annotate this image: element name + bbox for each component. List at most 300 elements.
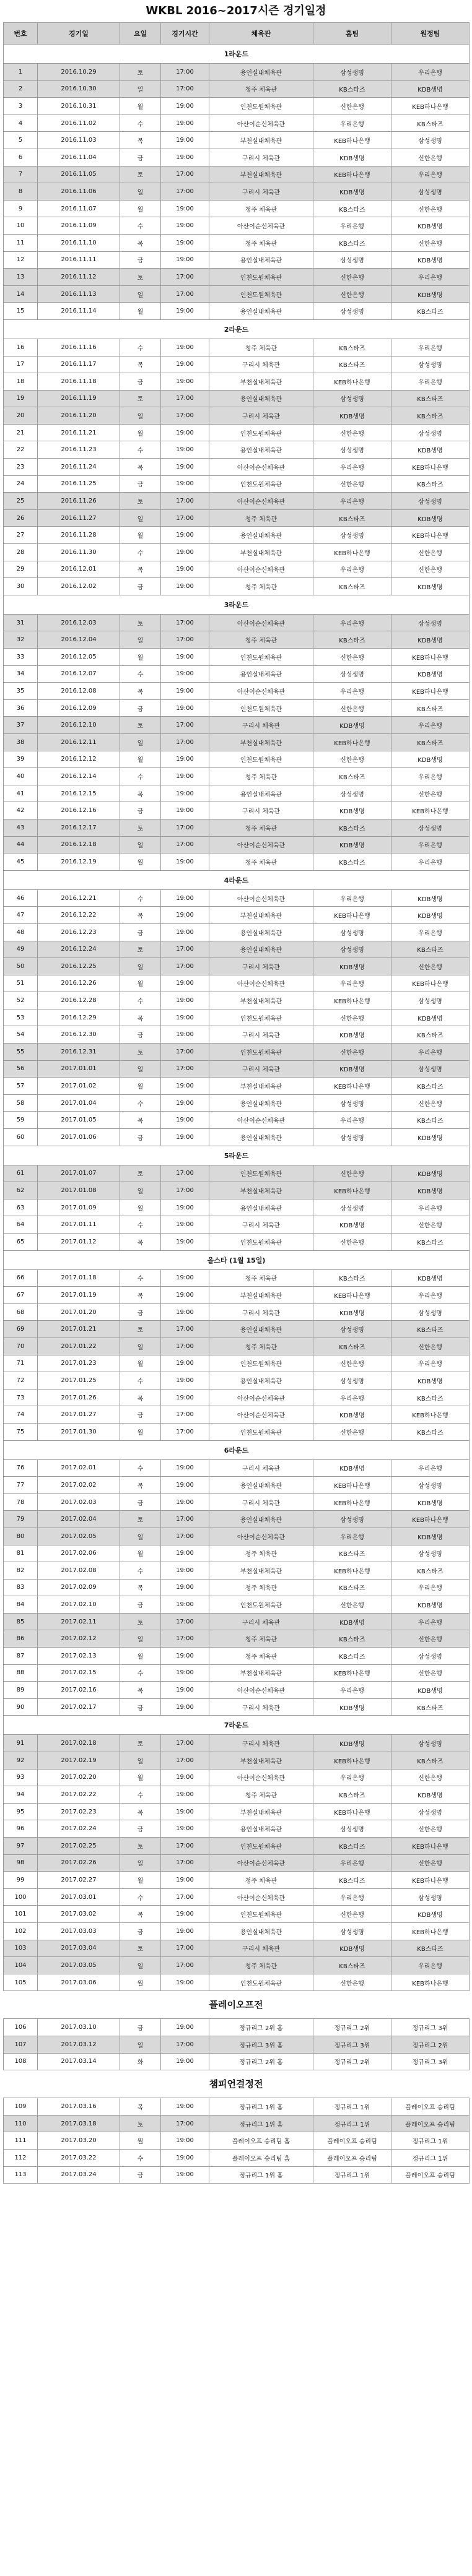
game-number: 93	[4, 1769, 38, 1786]
game-venue: 아산이순신체육관	[209, 1854, 313, 1872]
game-venue: 아산이순신체육관	[209, 1682, 313, 1699]
game-weekday: 토	[120, 1044, 161, 1061]
away-team: KDB생명	[391, 441, 470, 459]
game-date: 2016.11.25	[38, 475, 120, 493]
game-weekday: 목	[120, 1803, 161, 1820]
game-venue: 부천실내체육관	[209, 1752, 313, 1770]
game-row	[4, 1009, 470, 1026]
away-team: 우리은행	[391, 339, 470, 356]
game-venue: 용인실내체육관	[209, 1094, 313, 1112]
away-team: 신한은행	[391, 1664, 470, 1682]
away-team: KEB하나은행	[391, 975, 470, 992]
game-venue: 인천도원체육관	[209, 1974, 313, 1991]
round-label: 5라운드	[4, 1146, 470, 1165]
home-team: KEB하나은행	[313, 1664, 391, 1682]
away-team: 우리은행	[391, 1459, 470, 1477]
home-team: 삼성생명	[313, 1820, 391, 1838]
game-number: 78	[4, 1493, 38, 1511]
game-time: 19:00	[161, 649, 209, 666]
game-number: 3	[4, 98, 38, 115]
home-team: 삼성생명	[313, 1199, 391, 1216]
home-team: 우리은행	[313, 561, 391, 578]
away-team: 우리은행	[391, 269, 470, 286]
away-team: KDB생명	[391, 1493, 470, 1511]
game-time: 17:00	[161, 1511, 209, 1528]
away-team: KDB생명	[391, 631, 470, 649]
home-team: KB스타즈	[313, 234, 391, 251]
game-date: 2016.12.24	[38, 941, 120, 958]
game-row	[4, 269, 470, 286]
game-venue: 청주 체육관	[209, 819, 313, 836]
home-team: KDB생명	[313, 1940, 391, 1957]
game-row	[4, 1129, 470, 1146]
home-team: KEB하나은행	[313, 733, 391, 751]
game-date: 2017.02.09	[38, 1579, 120, 1596]
game-number: 50	[4, 958, 38, 975]
game-weekday: 수	[120, 1562, 161, 1580]
home-team: KDB생명	[313, 1735, 391, 1752]
away-team: 신한은행	[391, 958, 470, 975]
game-row	[4, 115, 470, 132]
home-team: 삼성생명	[313, 64, 391, 81]
game-time: 19:00	[161, 1596, 209, 1614]
game-venue: 청주 체육관	[209, 1579, 313, 1596]
away-team: KEB하나은행	[391, 527, 470, 544]
game-weekday: 금	[120, 699, 161, 717]
away-team: 삼성생명	[391, 1477, 470, 1494]
game-date: 2016.12.05	[38, 649, 120, 666]
header-time: 경기시간	[161, 23, 209, 45]
home-team: 삼성생명	[313, 1372, 391, 1390]
game-row	[4, 2036, 470, 2053]
away-team: 삼성생명	[391, 1803, 470, 1820]
game-date: 2017.03.01	[38, 1888, 120, 1906]
game-weekday: 토	[120, 390, 161, 407]
game-date: 2017.02.19	[38, 1752, 120, 1770]
game-venue: 부천실내체육관	[209, 1803, 313, 1820]
game-weekday: 토	[120, 1838, 161, 1855]
game-weekday: 목	[120, 234, 161, 251]
game-venue: 청주 체육관	[209, 234, 313, 251]
home-team: 삼성생명	[313, 1922, 391, 1940]
game-row	[4, 1630, 470, 1648]
home-team: 삼성생명	[313, 251, 391, 269]
game-date: 2017.02.26	[38, 1854, 120, 1872]
game-row	[4, 1735, 470, 1752]
game-weekday: 월	[120, 1648, 161, 1665]
game-time: 19:00	[161, 923, 209, 941]
game-row	[4, 166, 470, 183]
away-team: KB스타즈	[391, 733, 470, 751]
home-team: KEB하나은행	[313, 1493, 391, 1511]
away-team: KB스타즈	[391, 1078, 470, 1095]
game-row	[4, 1562, 470, 1580]
game-row	[4, 1664, 470, 1682]
finals-title: 챔피언결정전	[209, 2078, 263, 2090]
away-team: 신한은행	[391, 785, 470, 802]
game-date: 2017.03.18	[38, 2115, 120, 2132]
game-time: 17:00	[161, 64, 209, 81]
game-date: 2016.11.14	[38, 303, 120, 320]
game-weekday: 월	[120, 1355, 161, 1372]
round-label: 올스타 (1월 15일)	[4, 1250, 470, 1269]
home-team: 신한은행	[313, 1009, 391, 1026]
game-time: 19:00	[161, 992, 209, 1009]
game-row	[4, 768, 470, 785]
game-row	[4, 1269, 470, 1287]
game-weekday: 월	[120, 1199, 161, 1216]
game-row	[4, 683, 470, 700]
away-team: 정규리그 3위	[391, 2053, 470, 2070]
round-label: 1라운드	[4, 45, 470, 64]
game-row	[4, 1182, 470, 1199]
game-date: 2016.11.24	[38, 459, 120, 476]
game-date: 2017.02.27	[38, 1872, 120, 1889]
game-time: 19:00	[161, 1820, 209, 1838]
away-team: 신한은행	[391, 149, 470, 166]
game-weekday: 수	[120, 889, 161, 907]
game-venue: 인천도원체육관	[209, 475, 313, 493]
home-team: KB스타즈	[313, 578, 391, 595]
game-row	[4, 751, 470, 768]
game-date: 2017.03.16	[38, 2098, 120, 2116]
game-date: 2016.10.29	[38, 64, 120, 81]
game-weekday: 금	[120, 1406, 161, 1424]
game-time: 19:00	[161, 1287, 209, 1304]
away-team: KB스타즈	[391, 1321, 470, 1338]
game-time: 17:00	[161, 958, 209, 975]
game-venue: 용인실내체육관	[209, 665, 313, 683]
game-time: 17:00	[161, 1165, 209, 1182]
away-team: 우리은행	[391, 717, 470, 734]
game-venue: 청주 체육관	[209, 631, 313, 649]
game-time: 19:00	[161, 98, 209, 115]
game-number: 48	[4, 923, 38, 941]
away-team: 삼성생명	[391, 1888, 470, 1906]
game-row	[4, 699, 470, 717]
game-row	[4, 493, 470, 510]
game-date: 2016.12.23	[38, 923, 120, 941]
game-row	[4, 975, 470, 992]
game-date: 2017.02.16	[38, 1682, 120, 1699]
game-row	[4, 992, 470, 1009]
home-team: KDB생명	[313, 1613, 391, 1630]
game-date: 2017.02.10	[38, 1596, 120, 1614]
game-date: 2016.12.30	[38, 1026, 120, 1044]
game-number: 14	[4, 285, 38, 303]
game-number: 73	[4, 1389, 38, 1406]
game-time: 17:00	[161, 836, 209, 854]
away-team: 삼성생명	[391, 424, 470, 441]
game-row	[4, 509, 470, 527]
away-team: KB스타즈	[391, 390, 470, 407]
game-row	[4, 2166, 470, 2184]
home-team: KEB하나은행	[313, 544, 391, 561]
game-time: 17:00	[161, 733, 209, 751]
game-weekday: 월	[120, 1872, 161, 1889]
round-label: 7라운드	[4, 1716, 470, 1735]
game-row	[4, 1957, 470, 1974]
game-weekday: 토	[120, 1321, 161, 1338]
game-date: 2016.11.21	[38, 424, 120, 441]
game-date: 2016.11.11	[38, 251, 120, 269]
game-weekday: 일	[120, 1060, 161, 1078]
game-row	[4, 303, 470, 320]
away-team: 신한은행	[391, 1094, 470, 1112]
round-header-row	[4, 319, 470, 339]
away-team: 우리은행	[391, 1199, 470, 1216]
game-row	[4, 234, 470, 251]
away-team: 삼성생명	[391, 1303, 470, 1321]
game-number: 82	[4, 1562, 38, 1580]
game-weekday: 목	[120, 1906, 161, 1923]
home-team: KB스타즈	[313, 339, 391, 356]
game-row	[4, 1786, 470, 1804]
game-number: 4	[4, 115, 38, 132]
game-date: 2017.01.20	[38, 1303, 120, 1321]
round-header-row	[4, 1146, 470, 1165]
game-time: 19:00	[161, 339, 209, 356]
game-venue: 청주 체육관	[209, 854, 313, 871]
home-team: KB스타즈	[313, 80, 391, 98]
away-team: KDB생명	[391, 1182, 470, 1199]
game-number: 23	[4, 459, 38, 476]
playoff-table	[3, 2018, 470, 2070]
away-team: KDB생명	[391, 907, 470, 924]
game-row	[4, 958, 470, 975]
away-team: KDB생명	[391, 217, 470, 235]
away-team: KDB생명	[391, 1786, 470, 1804]
game-weekday: 토	[120, 1613, 161, 1630]
game-time: 19:00	[161, 544, 209, 561]
game-weekday: 금	[120, 1303, 161, 1321]
game-weekday: 토	[120, 1165, 161, 1182]
game-number: 95	[4, 1803, 38, 1820]
home-team: KEB하나은행	[313, 166, 391, 183]
game-number: 53	[4, 1009, 38, 1026]
away-team: 우리은행	[391, 1355, 470, 1372]
round-header-row	[4, 870, 470, 889]
home-team: KEB하나은행	[313, 907, 391, 924]
game-venue: 인천도원체육관	[209, 649, 313, 666]
home-team: KEB하나은행	[313, 1562, 391, 1580]
game-time: 19:00	[161, 1112, 209, 1129]
away-team: 신한은행	[391, 1630, 470, 1648]
game-date: 2016.11.20	[38, 407, 120, 425]
game-venue: 인천도원체육관	[209, 1423, 313, 1440]
game-venue: 인천도원체육관	[209, 699, 313, 717]
playoff-body	[4, 2019, 470, 2070]
away-team: KDB생명	[391, 1528, 470, 1545]
game-date: 2016.12.02	[38, 578, 120, 595]
game-weekday: 목	[120, 561, 161, 578]
game-venue: 구리시 체육관	[209, 149, 313, 166]
game-number: 60	[4, 1129, 38, 1146]
game-number: 2	[4, 80, 38, 98]
game-time: 19:00	[161, 665, 209, 683]
away-team: 우리은행	[391, 1044, 470, 1061]
game-row	[4, 64, 470, 81]
game-weekday: 토	[120, 717, 161, 734]
game-number: 26	[4, 509, 38, 527]
game-time: 17:00	[161, 941, 209, 958]
game-venue: 부천실내체육관	[209, 992, 313, 1009]
game-number: 109	[4, 2098, 38, 2116]
game-venue: 구리시 체육관	[209, 407, 313, 425]
game-venue: 청주 체육관	[209, 1338, 313, 1355]
away-team: KB스타즈	[391, 1562, 470, 1580]
game-weekday: 금	[120, 1026, 161, 1044]
game-time: 19:00	[161, 1094, 209, 1112]
game-number: 111	[4, 2132, 38, 2150]
game-row	[4, 1026, 470, 1044]
game-number: 15	[4, 303, 38, 320]
game-date: 2016.12.25	[38, 958, 120, 975]
away-team: 삼성생명	[391, 992, 470, 1009]
game-row	[4, 1596, 470, 1614]
game-venue: 청주 체육관	[209, 1872, 313, 1889]
game-weekday: 토	[120, 269, 161, 286]
home-team: KDB생명	[313, 717, 391, 734]
game-number: 32	[4, 631, 38, 649]
game-time: 19:00	[161, 1389, 209, 1406]
game-weekday: 목	[120, 1682, 161, 1699]
game-time: 19:00	[161, 234, 209, 251]
game-date: 2016.11.13	[38, 285, 120, 303]
header-weekday: 요일	[120, 23, 161, 45]
away-team: 신한은행	[391, 544, 470, 561]
game-time: 19:00	[161, 1372, 209, 1390]
game-number: 21	[4, 424, 38, 441]
game-venue: 용인실내체육관	[209, 303, 313, 320]
away-team: KDB생명	[391, 1906, 470, 1923]
game-number: 45	[4, 854, 38, 871]
game-weekday: 목	[120, 459, 161, 476]
game-venue: 아산이순신체육관	[209, 1769, 313, 1786]
game-time: 19:00	[161, 1355, 209, 1372]
game-venue: 인천도원체육관	[209, 98, 313, 115]
game-weekday: 목	[120, 1477, 161, 1494]
game-row	[4, 1234, 470, 1251]
game-row	[4, 132, 470, 149]
game-weekday: 금	[120, 1493, 161, 1511]
game-venue: 아산이순신체육관	[209, 1389, 313, 1406]
game-venue: 아산이순신체육관	[209, 889, 313, 907]
game-date: 2016.12.09	[38, 699, 120, 717]
game-time: 17:00	[161, 1613, 209, 1630]
game-time: 19:00	[161, 975, 209, 992]
home-team: KDB생명	[313, 1698, 391, 1716]
home-team: KB스타즈	[313, 1630, 391, 1648]
game-venue: 구리시 체육관	[209, 1940, 313, 1957]
home-team: 삼성생명	[313, 785, 391, 802]
season-schedule-table	[3, 22, 470, 1991]
game-venue: 청주 체육관	[209, 578, 313, 595]
game-venue: 용인실내체육관	[209, 1820, 313, 1838]
home-team: 삼성생명	[313, 303, 391, 320]
game-venue: 구리시 체육관	[209, 958, 313, 975]
game-number: 79	[4, 1511, 38, 1528]
home-team: KB스타즈	[313, 631, 391, 649]
game-row	[4, 424, 470, 441]
game-date: 2016.12.19	[38, 854, 120, 871]
game-number: 5	[4, 132, 38, 149]
game-time: 17:00	[161, 2036, 209, 2053]
away-team: 우리은행	[391, 923, 470, 941]
game-date: 2016.12.29	[38, 1009, 120, 1026]
game-venue: 부천실내체육관	[209, 544, 313, 561]
game-row	[4, 1094, 470, 1112]
season-body	[4, 45, 470, 1991]
game-time: 19:00	[161, 578, 209, 595]
game-number: 81	[4, 1545, 38, 1562]
game-time: 17:00	[161, 1423, 209, 1440]
game-time: 17:00	[161, 166, 209, 183]
game-number: 58	[4, 1094, 38, 1112]
game-date: 2017.03.20	[38, 2132, 120, 2150]
game-time: 19:00	[161, 1078, 209, 1095]
game-number: 76	[4, 1459, 38, 1477]
game-row	[4, 923, 470, 941]
game-time: 17:00	[161, 1854, 209, 1872]
away-team: KB스타즈	[391, 115, 470, 132]
game-weekday: 수	[120, 992, 161, 1009]
game-date: 2016.12.14	[38, 768, 120, 785]
game-row	[4, 1922, 470, 1940]
game-weekday: 일	[120, 836, 161, 854]
game-number: 59	[4, 1112, 38, 1129]
header-home: 홈팀	[313, 23, 391, 45]
game-weekday: 일	[120, 285, 161, 303]
game-venue: 정규리그 2위 홈	[209, 2053, 313, 2070]
game-number: 19	[4, 390, 38, 407]
away-team: 삼성생명	[391, 183, 470, 201]
game-row	[4, 1698, 470, 1716]
game-time: 17:00	[161, 1321, 209, 1338]
game-weekday: 수	[120, 1372, 161, 1390]
game-date: 2017.02.11	[38, 1613, 120, 1630]
game-time: 19:00	[161, 1872, 209, 1889]
game-number: 10	[4, 217, 38, 235]
game-venue: 인천도원체육관	[209, 424, 313, 441]
game-venue: 용인실내체육관	[209, 1199, 313, 1216]
game-venue: 부천실내체육관	[209, 1562, 313, 1580]
home-team: KDB생명	[313, 836, 391, 854]
game-weekday: 일	[120, 1854, 161, 1872]
game-venue: 용인실내체육관	[209, 527, 313, 544]
game-venue: 인천도원체육관	[209, 1838, 313, 1855]
home-team: 우리은행	[313, 1888, 391, 1906]
game-venue: 부천실내체육관	[209, 733, 313, 751]
game-time: 17:00	[161, 1060, 209, 1078]
game-date: 2017.03.04	[38, 1940, 120, 1957]
game-time: 19:00	[161, 527, 209, 544]
game-time: 17:00	[161, 269, 209, 286]
game-venue: 정규리그 2위 홈	[209, 2019, 313, 2036]
away-team: 우리은행	[391, 1579, 470, 1596]
away-team: KDB생명	[391, 1269, 470, 1287]
away-team: KB스타즈	[391, 1112, 470, 1129]
header-row	[4, 23, 470, 45]
game-date: 2017.02.15	[38, 1664, 120, 1682]
game-weekday: 수	[120, 2149, 161, 2166]
game-weekday: 일	[120, 1182, 161, 1199]
game-date: 2017.01.08	[38, 1182, 120, 1199]
game-number: 84	[4, 1596, 38, 1614]
game-date: 2016.11.16	[38, 339, 120, 356]
game-time: 19:00	[161, 459, 209, 476]
home-team: KDB생명	[313, 958, 391, 975]
